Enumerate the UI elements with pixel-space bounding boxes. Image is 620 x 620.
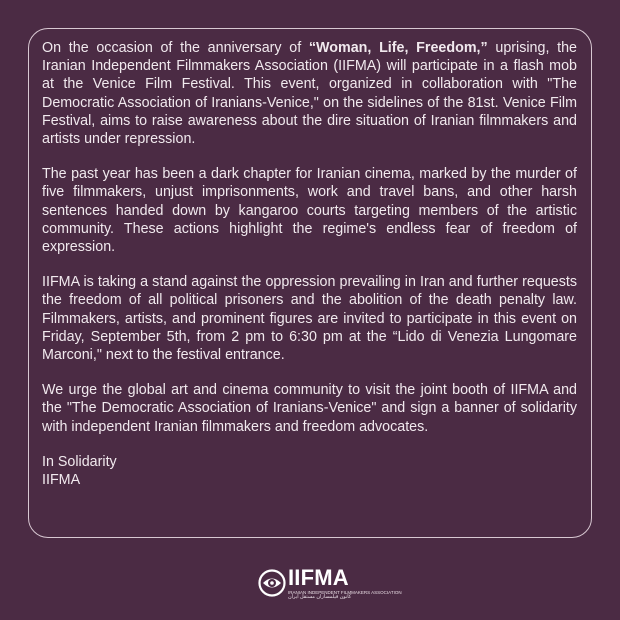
intro-rest-text: uprising, the Iranian Independent Filmmakers Association (IIFMA) will participate in a flash mob at the Venice Film Festival. This event, organized in collaboration with "The Democratic Association of Iranians-Venice," on the sidelines of the 81st. Venice Film Festival, aims to raise awareness about the dire situation of Iranian filmmakers and artists under repression. [42, 40, 577, 148]
eye-icon [258, 569, 286, 597]
statement-card [28, 28, 592, 538]
closing-text: In Solidarity [42, 453, 117, 470]
slogan-text: “Woman, Life, Freedom,” [308, 40, 488, 56]
paragraph-intro [42, 39, 577, 148]
signature-text: IIFMA [42, 472, 81, 489]
logo-persian-name: کانون فیلمسازان مستقل ایران [288, 594, 352, 600]
intro-text: On the occasion of the anniversary of [42, 40, 309, 56]
logo-subtitle: IRANIAN INDEPENDENT FILMMAKERS ASSOCIATION [288, 590, 402, 595]
logo-wordmark: IIFMA [288, 565, 349, 590]
iifma-logo [258, 565, 402, 600]
paragraph-call-to-action: We urge the global art and cinema community to visit the joint booth of IIFMA and the "The Democratic Association of Iranians-Venice" and sign a banner of solidarity with independent Iranian filmmakers and freedom advocates. [42, 382, 577, 435]
paragraph-event-details: IIFMA is taking a stand against the oppression prevailing in Iran and further requests the freedom of all political prisoners and the abolition of the death penalty law. Filmmakers, artists, and prominent figures are invited to participate in this event on Friday, September 5th, from 2 pm to 6:30 pm at the “Lido di Venezia Lungomare Marconi," next to the festival entrance. [42, 274, 577, 364]
paragraph-cinema-situation: The past year has been a dark chapter for Iranian cinema, marked by the murder of five filmmakers, unjust imprisonments, work and travel bans, and other harsh sentences handed down by kangaroo courts targeting members of the artistic community. These actions highlight the regime's endless fear of freedom of expression. [42, 166, 577, 256]
